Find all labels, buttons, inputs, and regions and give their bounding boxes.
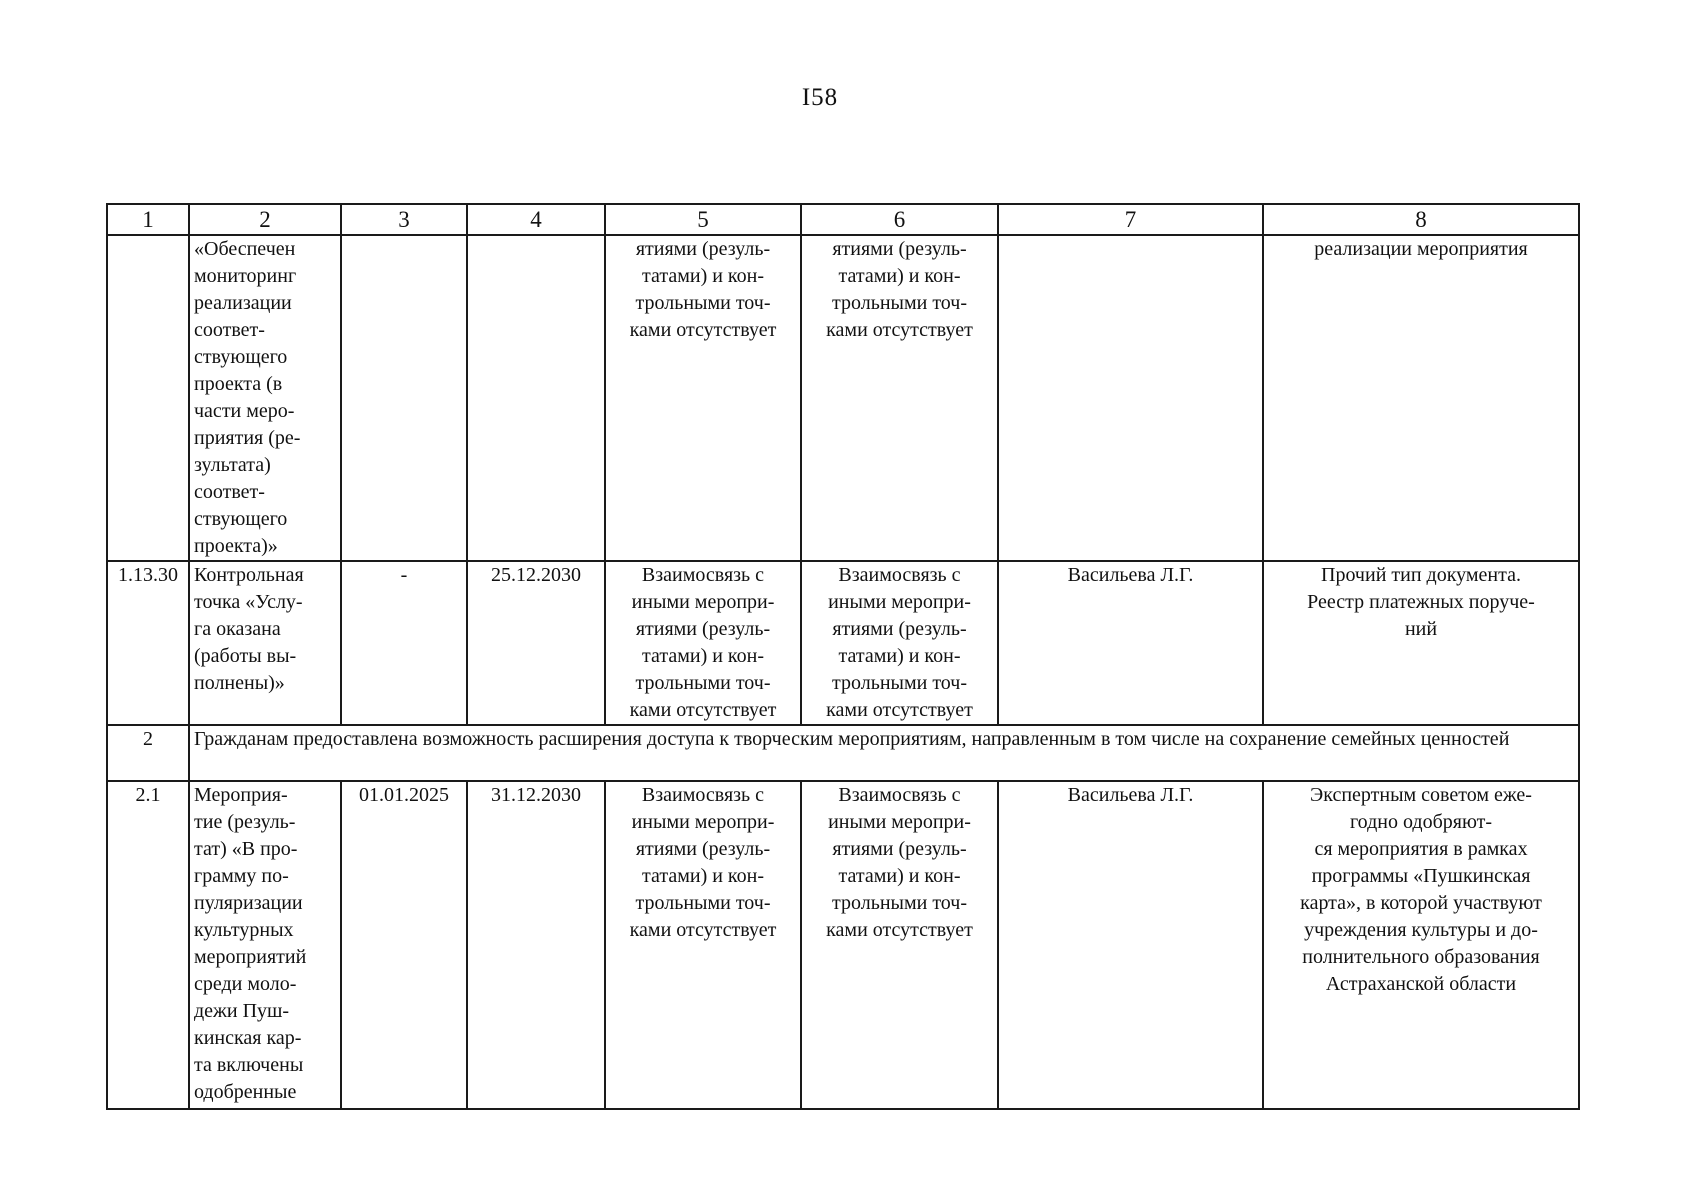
text-line: татами) и кон- [642, 265, 764, 287]
cell-responsible: Васильева Л.Г. [998, 781, 1263, 1109]
text-line: трольными точ- [832, 672, 967, 694]
text-line: карта», в которой участвуют [1300, 892, 1542, 914]
text-line: ятиями (резуль- [635, 238, 771, 260]
section-title: Гражданам предоставлена возможность расширения доступа к творческим мероприятиям, направленным в том числе на сохранение семейных ценностей [189, 725, 1579, 781]
text-line: татами) и кон- [642, 865, 764, 887]
table-row-continued [107, 235, 1579, 561]
text-line: одобренные [194, 1081, 297, 1103]
text-line: мониторинг [194, 265, 297, 287]
text-line: Прочий тип документа. [1321, 564, 1521, 586]
table-row-1-13-30 [107, 561, 1579, 725]
text-line: Взаимосвязь с [641, 784, 765, 806]
cell-responsible: Васильева Л.Г. [998, 561, 1263, 725]
cell-start-date: 01.01.2025 [341, 781, 467, 1109]
text-line: зультата) [194, 454, 271, 476]
cell-responsible [998, 235, 1263, 561]
text-line: трольными точ- [635, 672, 771, 694]
text-line: реализации мероприятия [1314, 238, 1528, 260]
table-row-2-1 [107, 781, 1579, 1109]
header-col-4: 4 [467, 204, 605, 235]
text-line: Взаимосвязь с [641, 564, 765, 586]
text-line: грамму по- [194, 865, 289, 887]
text-line: культурных [194, 919, 294, 941]
cell-end-date [467, 235, 605, 561]
text-line: иными меропри- [631, 811, 775, 833]
cell-document [1263, 561, 1579, 725]
text-line: части меро- [194, 400, 295, 422]
text-line: тат) «В про- [194, 838, 298, 860]
cell-document [1263, 235, 1579, 561]
text-line: учреждения культуры и до- [1304, 919, 1538, 941]
text-line: ствующего [194, 346, 288, 368]
text-line: ками отсутствует [629, 319, 777, 341]
cell-end-date: 31.12.2030 [467, 781, 605, 1109]
text-line: иными меропри- [828, 811, 971, 833]
cell-successors [801, 561, 998, 725]
text-line: ками отсутствует [629, 699, 777, 721]
text-line: Взаимосвязь с [838, 564, 961, 586]
header-col-2: 2 [189, 204, 341, 235]
text-line: точка «Услу- [194, 591, 303, 613]
text-line: годно одобряют- [1349, 811, 1493, 833]
text-line: та включены [194, 1054, 304, 1076]
cell-document [1263, 781, 1579, 1109]
text-line: Экспертным советом еже- [1310, 784, 1532, 806]
text-line: татами) и кон- [838, 865, 961, 887]
text-line: тие (резуль- [194, 811, 296, 833]
text-line: ками отсутствует [629, 919, 777, 941]
text-line: Реестр платежных поруче- [1307, 591, 1535, 613]
plan-table [106, 203, 1580, 1110]
text-line: ками отсутствует [826, 699, 973, 721]
text-line: дежи Пуш- [194, 1000, 290, 1022]
text-line: кинская кар- [194, 1027, 302, 1049]
text-line: Взаимосвязь с [838, 784, 961, 806]
text-line: (работы вы- [194, 645, 297, 667]
cell-end-date: 25.12.2030 [467, 561, 605, 725]
text-line: иными меропри- [828, 591, 971, 613]
cell-predecessors [605, 561, 801, 725]
text-line: татами) и кон- [838, 645, 961, 667]
text-line: программы «Пушкинская [1311, 865, 1531, 887]
text-line: ятиями (резуль- [832, 238, 967, 260]
cell-name [189, 235, 341, 561]
cell-name [189, 781, 341, 1109]
text-line: татами) и кон- [642, 645, 764, 667]
header-col-5: 5 [605, 204, 801, 235]
header-col-6: 6 [801, 204, 998, 235]
cell-number [107, 235, 189, 561]
cell-predecessors [605, 235, 801, 561]
text-line: трольными точ- [635, 892, 771, 914]
text-line: ками отсутствует [826, 319, 973, 341]
text-line: Астраханской области [1325, 973, 1517, 995]
text-line: соответ- [194, 481, 265, 503]
text-line: трольными точ- [832, 892, 967, 914]
text-line: трольными точ- [635, 292, 771, 314]
text-line: среди моло- [194, 973, 297, 995]
cell-start-date [341, 235, 467, 561]
text-line: га оказана [194, 618, 281, 640]
text-line: проекта)» [194, 535, 278, 557]
text-line: пуляризации [194, 892, 303, 914]
text-line: ся мероприятия в рамках [1314, 838, 1528, 860]
text-line: Контрольная [194, 564, 304, 586]
cell-start-date: - [341, 561, 467, 725]
table-section-row-2 [107, 725, 1579, 781]
page-number: I58 [801, 84, 839, 111]
text-line: мероприятий [194, 946, 307, 968]
text-line: приятия (ре- [194, 427, 301, 449]
text-line: татами) и кон- [838, 265, 961, 287]
text-line: полнены)» [194, 672, 285, 694]
text-line: ний [1404, 618, 1438, 640]
text-line: ятиями (резуль- [635, 618, 771, 640]
text-line: ками отсутствует [826, 919, 973, 941]
cell-name [189, 561, 341, 725]
text-line: иными меропри- [631, 591, 775, 613]
header-col-8: 8 [1263, 204, 1579, 235]
cell-predecessors [605, 781, 801, 1109]
header-row [107, 204, 1579, 235]
text-line: ятиями (резуль- [832, 618, 967, 640]
text-line: проекта (в [194, 373, 283, 395]
text-line: реализации [194, 292, 292, 314]
text-line: ятиями (резуль- [635, 838, 771, 860]
cell-number: 2 [107, 725, 189, 781]
text-line: трольными точ- [832, 292, 967, 314]
cell-successors [801, 781, 998, 1109]
text-line: ствующего [194, 508, 288, 530]
header-col-3: 3 [341, 204, 467, 235]
text-line: Мероприя- [194, 784, 288, 806]
text-line: соответ- [194, 319, 265, 341]
header-col-7: 7 [998, 204, 1263, 235]
cell-successors [801, 235, 998, 561]
text-line: полнительного образования [1302, 946, 1540, 968]
header-col-1: 1 [107, 204, 189, 235]
cell-number: 2.1 [107, 781, 189, 1109]
text-line: «Обеспечен [194, 238, 296, 260]
cell-number: 1.13.30 [107, 561, 189, 725]
text-line: ятиями (резуль- [832, 838, 967, 860]
